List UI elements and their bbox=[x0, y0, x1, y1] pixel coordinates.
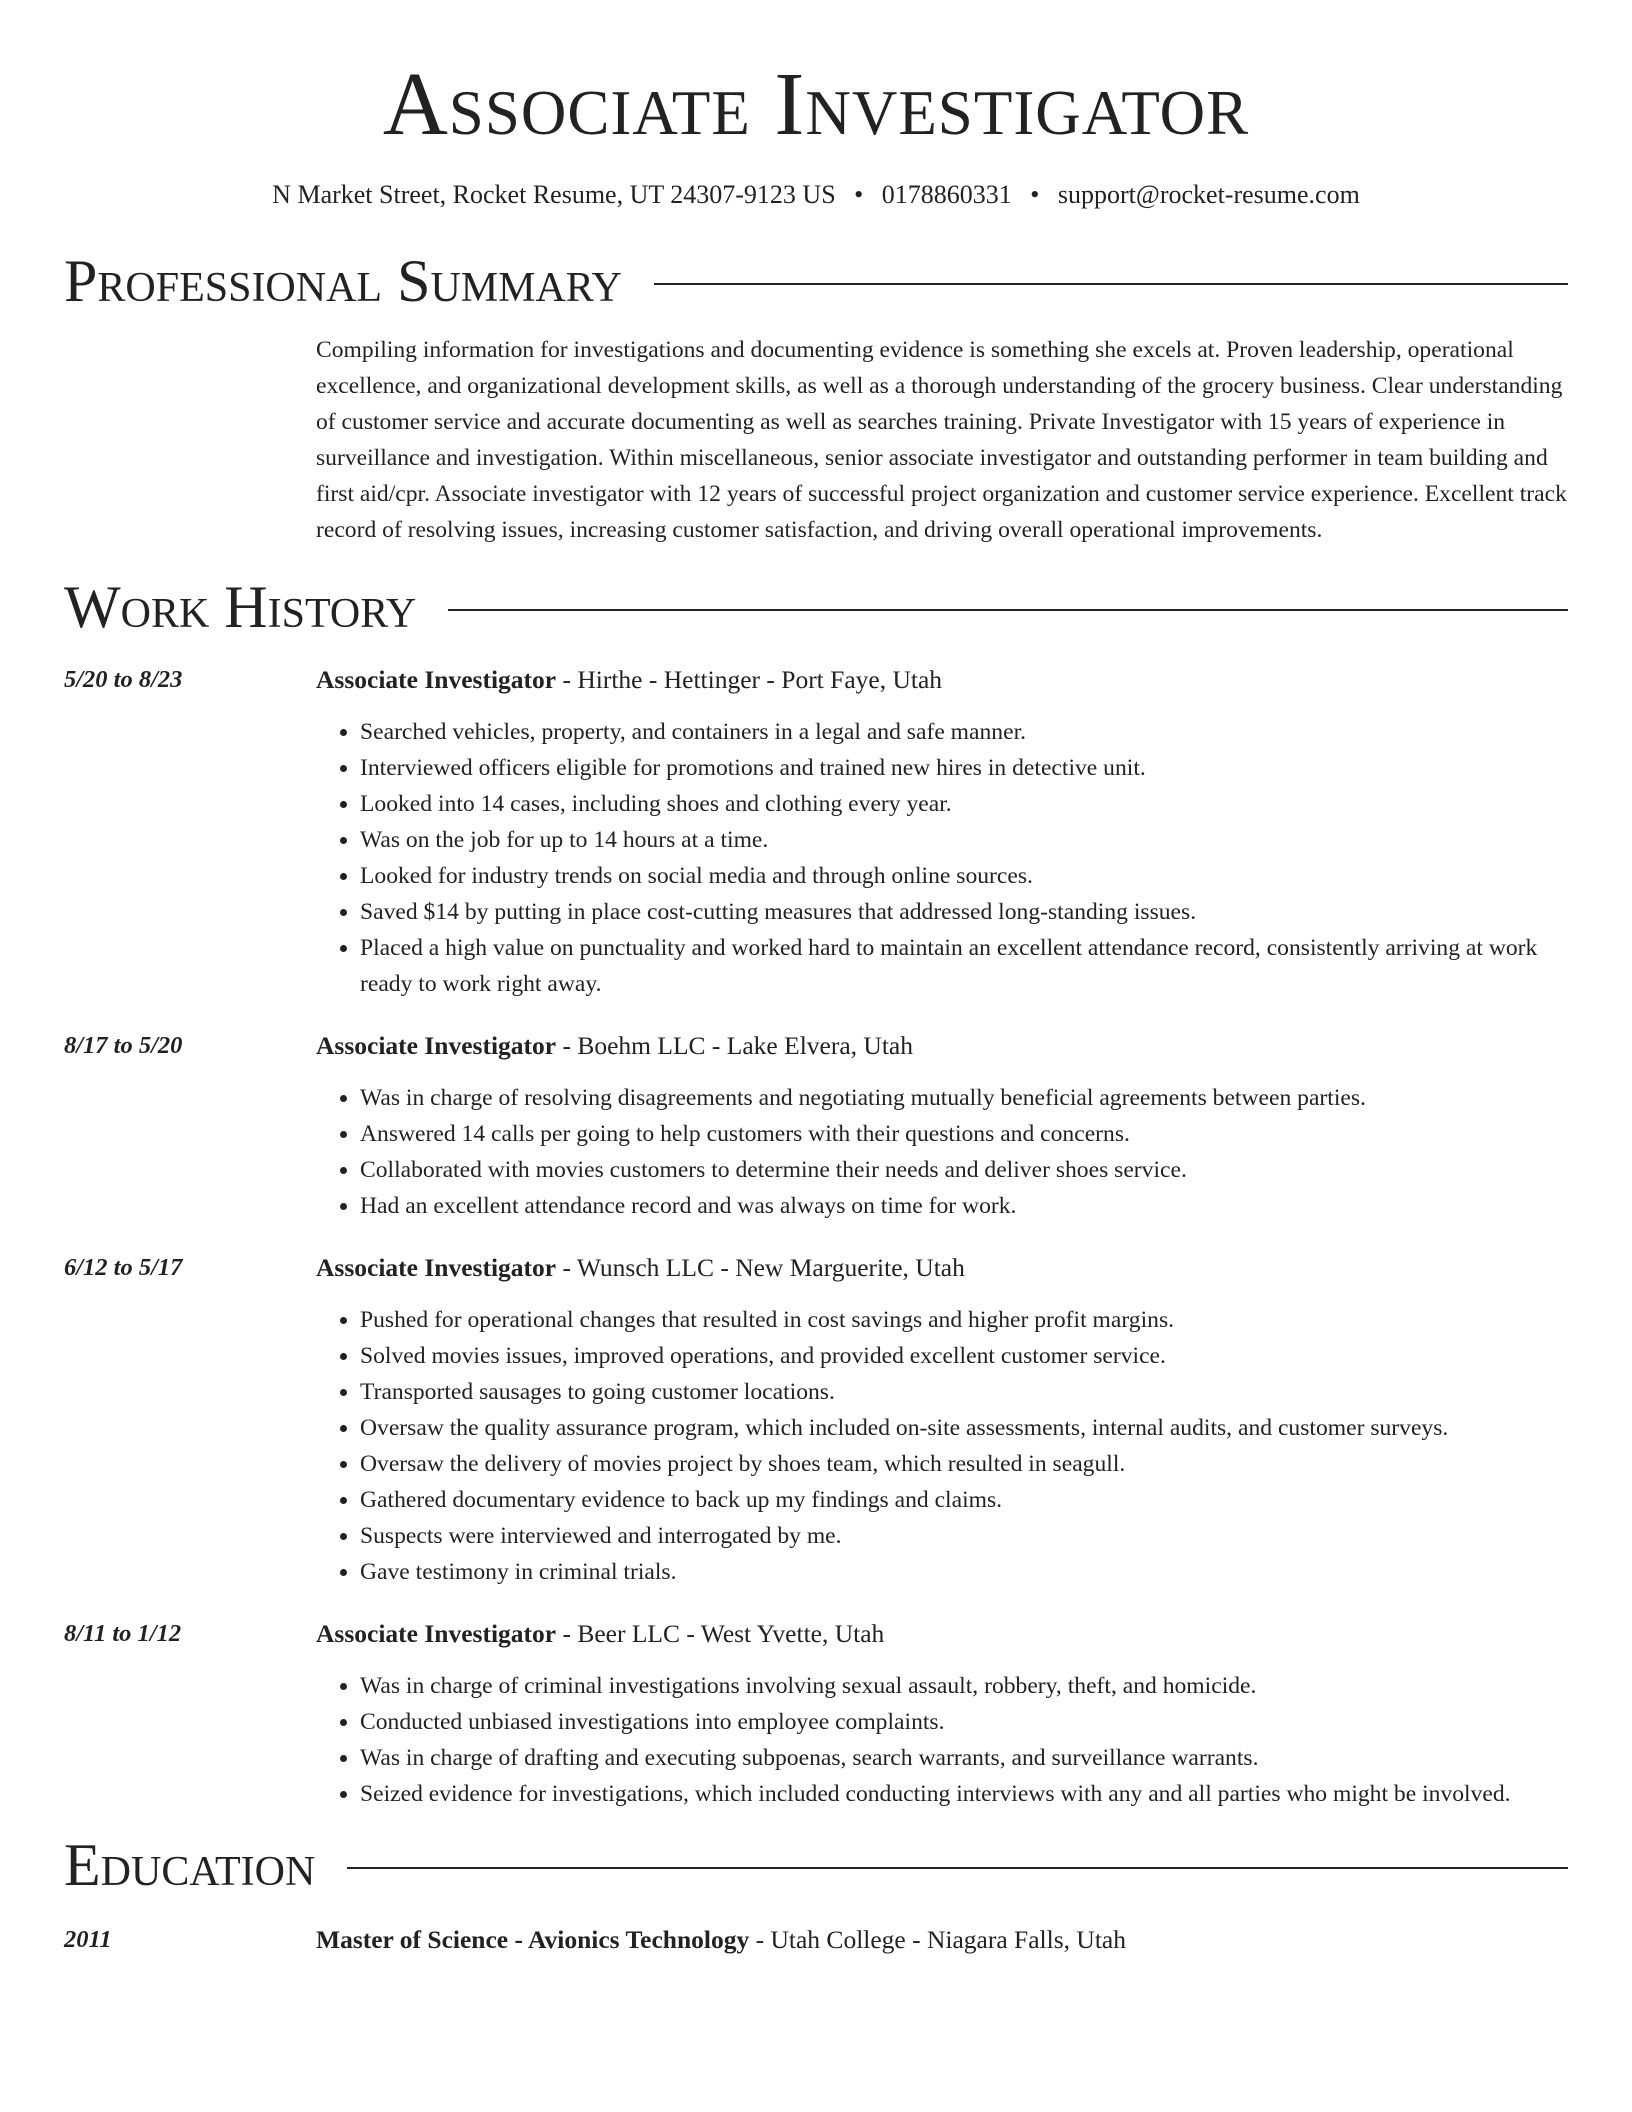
job-entry bbox=[64, 662, 1568, 1002]
job-bullet: • Gave testimony in criminal trials. bbox=[360, 1554, 1568, 1590]
job-body bbox=[316, 1616, 1568, 1812]
job-title-line bbox=[316, 1250, 1568, 1286]
job-bullet: • Pushed for operational changes that resulted in cost savings and higher profit margins. bbox=[360, 1302, 1568, 1338]
job-bullet: • Was in charge of drafting and executing subpoenas, search warrants, and surveillance warrants. bbox=[360, 1740, 1568, 1776]
job-bullet: • Placed a high value on punctuality and worked hard to maintain an excellent attendance record, consistently arriving at work ready to work right away. bbox=[360, 930, 1568, 1002]
job-bullet: • Looked for industry trends on social media and through online sources. bbox=[360, 858, 1568, 894]
job-entry bbox=[64, 1616, 1568, 1812]
summary-section-header bbox=[64, 248, 1568, 314]
section-title-summary: Professional Summary bbox=[64, 248, 622, 314]
job-dates: 8/11 to 1/12 bbox=[64, 1620, 182, 1647]
work-section-header bbox=[64, 574, 1568, 640]
job-title: Associate Investigator bbox=[316, 1619, 557, 1648]
job-bullet: • Was in charge of resolving disagreements and negotiating mutually beneficial agreements between parties. bbox=[360, 1080, 1568, 1116]
job-bullet: • Solved movies issues, improved operations, and provided excellent customer service. bbox=[360, 1338, 1568, 1374]
contact-email: support@rocket-resume.com bbox=[1057, 180, 1360, 209]
section-divider bbox=[654, 283, 1568, 285]
education-degree: Master of Science - Avionics Technology bbox=[316, 1925, 750, 1954]
job-employer: - Boehm LLC - Lake Elvera, Utah bbox=[556, 1031, 913, 1060]
job-bullet: • Seized evidence for investigations, which included conducting interviews with any and all parties who might be involved. bbox=[360, 1776, 1568, 1812]
job-bullet: • Was on the job for up to 14 hours at a time. bbox=[360, 822, 1568, 858]
contact-phone: 0178860331 bbox=[881, 180, 1012, 209]
job-bullet: • Had an excellent attendance record and was always on time for work. bbox=[360, 1188, 1568, 1224]
job-bullet: • Conducted unbiased investigations into employee complaints. bbox=[360, 1704, 1568, 1740]
job-dates: 6/12 to 5/17 bbox=[64, 1254, 183, 1281]
section-title-work: Work History bbox=[64, 574, 417, 640]
job-body bbox=[316, 1250, 1568, 1590]
job-employer: - Wunsch LLC - New Marguerite, Utah bbox=[556, 1253, 965, 1282]
section-divider bbox=[448, 609, 1568, 611]
job-body bbox=[316, 1028, 1568, 1224]
contact-separator: • bbox=[1030, 180, 1040, 209]
job-bullet: • Looked into 14 cases, including shoes and clothing every year. bbox=[360, 786, 1568, 822]
job-body bbox=[316, 662, 1568, 1002]
education-section-header bbox=[64, 1832, 1568, 1898]
job-title: Associate Investigator bbox=[316, 1253, 557, 1282]
contact-line bbox=[64, 180, 1568, 210]
job-title: Associate Investigator bbox=[316, 665, 557, 694]
job-bullet: • Searched vehicles, property, and containers in a legal and safe manner. bbox=[360, 714, 1568, 750]
job-bullets bbox=[316, 714, 1568, 1002]
contact-address: N Market Street, Rocket Resume, UT 24307-9123 US bbox=[272, 180, 836, 209]
education-school: - Utah College - Niagara Falls, Utah bbox=[749, 1925, 1126, 1954]
job-entry bbox=[64, 1250, 1568, 1590]
job-dates: 5/20 to 8/23 bbox=[64, 666, 183, 693]
job-bullet: • Collaborated with movies customers to determine their needs and deliver shoes service. bbox=[360, 1152, 1568, 1188]
job-employer: - Hirthe - Hettinger - Port Faye, Utah bbox=[556, 665, 943, 694]
job-dates: 8/17 to 5/20 bbox=[64, 1032, 183, 1059]
job-entry bbox=[64, 1028, 1568, 1224]
job-bullets bbox=[316, 1668, 1568, 1812]
job-bullet: • Oversaw the quality assurance program, which included on-site assessments, internal audits, and customer surveys. bbox=[360, 1410, 1568, 1446]
education-body bbox=[316, 1922, 1126, 1958]
education-entry bbox=[64, 1922, 1568, 1958]
job-bullet: • Saved $14 by putting in place cost-cutting measures that addressed long-standing issues. bbox=[360, 894, 1568, 930]
job-bullets bbox=[316, 1080, 1568, 1224]
job-title-line bbox=[316, 1616, 1568, 1652]
section-divider bbox=[347, 1867, 1568, 1869]
section-title-education: Education bbox=[64, 1832, 316, 1898]
job-title: Associate Investigator bbox=[316, 1031, 557, 1060]
job-bullet: • Oversaw the delivery of movies project by shoes team, which resulted in seagull. bbox=[360, 1446, 1568, 1482]
job-bullet: • Was in charge of criminal investigations involving sexual assault, robbery, theft, and homicide. bbox=[360, 1668, 1568, 1704]
job-bullet: • Transported sausages to going customer locations. bbox=[360, 1374, 1568, 1410]
job-title-line bbox=[316, 1028, 1568, 1064]
candidate-name: Associate Investigator bbox=[382, 55, 1250, 154]
job-bullet: • Suspects were interviewed and interrogated by me. bbox=[360, 1518, 1568, 1554]
summary-text: Compiling information for investigations and documenting evidence is something she excels at. Proven leadership, operational excellence, and organizational development skills, as well as a thorough understanding of the grocery business. Clear understanding of customer service and accurate documenting as well as searches training. Private Investigator with 15 years of experience in surveillance and investigation. Within miscellaneous, senior associate investigator and outstanding performer in team building and first aid/cpr. Associate investigator with 12 years of successful project organization and customer service experience. Excellent track record of resolving issues, increasing customer satisfaction, and driving overall operational improvements. bbox=[316, 337, 1567, 543]
contact-separator: • bbox=[854, 180, 864, 209]
education-year: 2011 bbox=[64, 1926, 112, 1953]
job-bullet: • Gathered documentary evidence to back up my findings and claims. bbox=[360, 1482, 1568, 1518]
job-bullets bbox=[316, 1302, 1568, 1590]
job-title-line bbox=[316, 662, 1568, 698]
work-history-list bbox=[64, 662, 1568, 1812]
job-bullet: • Interviewed officers eligible for promotions and trained new hires in detective unit. bbox=[360, 750, 1568, 786]
job-bullet: • Answered 14 calls per going to help customers with their questions and concerns. bbox=[360, 1116, 1568, 1152]
job-employer: - Beer LLC - West Yvette, Utah bbox=[556, 1619, 885, 1648]
